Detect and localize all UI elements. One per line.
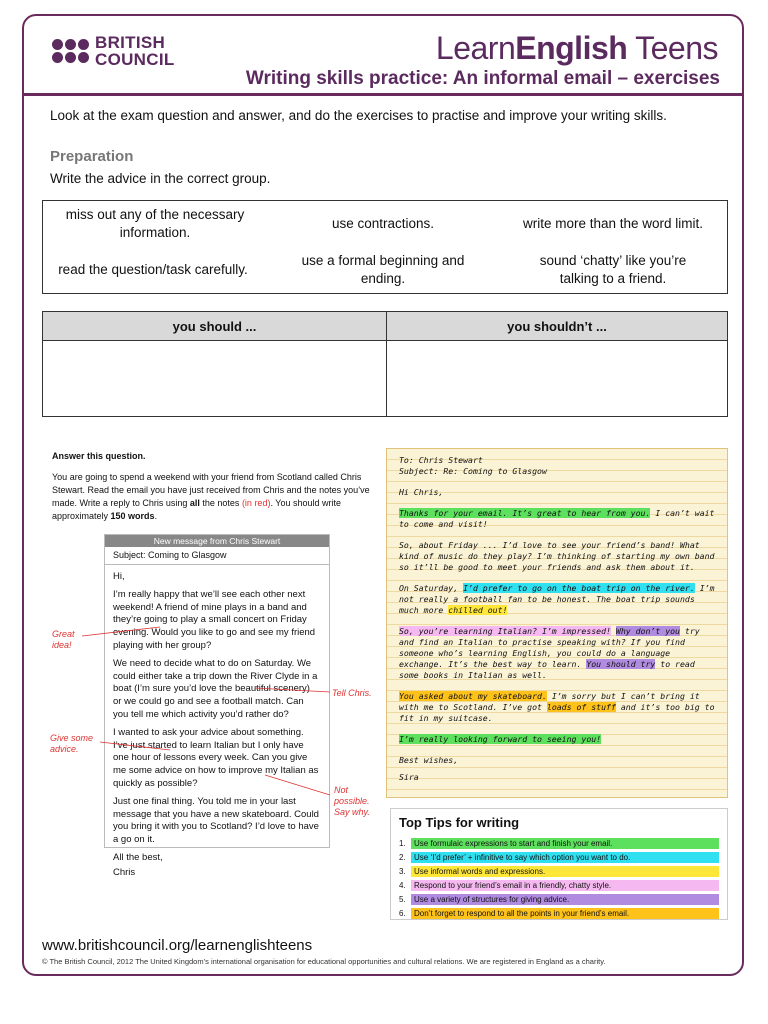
tip-text: Use formulaic expressions to start and finish your email. (411, 838, 719, 849)
tip-item (399, 906, 719, 920)
logo-line-2: COUNCIL (95, 50, 175, 69)
reply-paragraph: Thanks for your email. It’s great to hear from you. I can’t wait to come and visit! (399, 508, 715, 529)
email-closing: All the best, (113, 852, 163, 864)
advice-item: sound ‘chatty’ like you’re talking to a friend. (539, 253, 687, 286)
email-subject: Subject: Coming to Glasgow (105, 547, 329, 565)
footer-url[interactable]: www.britishcouncil.org/learnenglishteens (42, 937, 313, 954)
note-tell-chris: Tell Chris. (332, 688, 372, 698)
reply-paragraph: On Saturday, I’d prefer to go on the boat trip on the river. I’m not really a football fan to be honest. The boat trip sounds much more chilled out! (399, 583, 715, 615)
reply-greeting: Hi Chris, (399, 487, 444, 497)
question-text: You are going to spend a weekend with your friend from Scotland called Chris Stewart. Read the email you have just received from Chris and the notes you’ve made. Write a reply to Chris using all the notes (in red). You should write approximately 150 words. (52, 472, 370, 521)
learnenglish-teens-brand: LearnEnglish Teens (435, 30, 718, 66)
tip-item (399, 878, 719, 892)
tip-text: Use a variety of structures for giving advice. (411, 894, 719, 905)
tip-number: 6. (399, 908, 406, 918)
tip-item (399, 892, 719, 906)
preparation-heading: Preparation (50, 148, 134, 165)
tip-text: Use ‘I’d prefer’ + infinitive to say which option you want to do. (411, 852, 719, 863)
reply-subject: Subject: Re: Coming to Glasgow (399, 466, 547, 476)
reply-paragraph: You asked about my skateboard. I’m sorry but I can’t bring it with me to Scotland. I’ve got loads of stuff and it’s too big to fit in my suitcase. (399, 691, 715, 723)
question-heading: Answer this question. (52, 451, 146, 461)
reply-email (386, 448, 728, 798)
top-tips-box (390, 808, 728, 920)
intro-text: Look at the exam question and answer, and do the exercises to practise and improve your writing skills. (50, 108, 667, 123)
reply-signature: Sira (399, 772, 419, 782)
email-paragraph: Just one final thing. You told me in your last message that you have a new skateboard. Could you bring it with you to Scotland? I’d love to have a go on it. (113, 796, 319, 845)
page-title: Writing skills practice: An informal email – exercises (245, 68, 720, 89)
note-great-idea: Great idea! (52, 629, 75, 650)
advice-item: miss out any of the necessary information. (65, 207, 245, 240)
footer-copyright: © The British Council, 2012 The United Kingdom’s international organisation for educational opportunities and cultural relations. We are registered in England as a charity. (42, 957, 606, 966)
email-paragraph: We need to decide what to do on Saturday. We could either take a trip down the River Clyde in a boat (I’m sure you’d love the beautiful scenery) or we could go and see a football match. Can you tell me which activity you’d rather do? (113, 658, 318, 720)
tip-text: Respond to your friend’s email in a friendly, chatty style. (411, 880, 719, 891)
tip-item (399, 836, 719, 850)
advice-item: use a formal beginning and ending. (301, 253, 465, 286)
column-header-shouldnt: you shouldn’t ... (387, 312, 727, 341)
preparation-instruction: Write the advice in the correct group. (50, 171, 271, 186)
column-header-should: you should ... (43, 312, 386, 341)
advice-item: read the question/task carefully. (58, 262, 248, 277)
email-header: New message from Chris Stewart (105, 535, 329, 547)
tip-text: Use informal words and expressions. (411, 866, 719, 877)
advice-item: write more than the word limit. (522, 216, 704, 231)
tip-number: 5. (399, 894, 406, 904)
tip-number: 4. (399, 880, 406, 890)
reply-paragraph: So, about Friday ... I’d love to see your friend’s band! What kind of music do they play? I’m thinking of starting my own band so it’ll be good to meet your friends and ask them about it. (399, 540, 715, 572)
advice-item: use contractions. (331, 216, 435, 231)
email-greeting: Hi, (113, 570, 125, 582)
tip-number: 3. (399, 866, 406, 876)
note-not-possible: Not possible. Say why. (334, 785, 370, 817)
email-paragraph: I’m really happy that we’ll see each other next weekend! A friend of mine plays in a band and they’re going to play a small concert on Friday evening. Would you like to go and see my friend playing with her group? (113, 589, 316, 651)
tip-number: 2. (399, 852, 406, 862)
reply-closing: Best wishes, (399, 755, 459, 765)
tip-item (399, 850, 719, 864)
tip-number: 1. (399, 838, 406, 848)
logo-line-1: BRITISH (95, 33, 166, 52)
reply-paragraph: I’m really looking forward to seeing you! (399, 734, 602, 744)
email-signature: Chris (113, 867, 136, 879)
tip-item (399, 864, 719, 878)
reply-paragraph: So, you’re learning Italian? I’m impressed! Why don’t you try and find an Italian to practise speaking with? If you find someone who’s learning English, you could do a language exchange. It’s the best way to learn. You should try to read some books in Italian as well. (399, 626, 700, 680)
reply-to: To: Chris Stewart (399, 455, 483, 465)
note-give-advice: Give some advice. (50, 733, 94, 754)
tips-heading: Top Tips for writing (399, 815, 520, 830)
tip-text: Don’t forget to respond to all the points in your friend’s email. (411, 908, 719, 919)
email-paragraph: I wanted to ask your advice about something. I’ve just started to learn Italian but I only have one hour of lessons every week. Can you give me some advice on how to improve my Italian as quickly as possible? (113, 727, 319, 789)
